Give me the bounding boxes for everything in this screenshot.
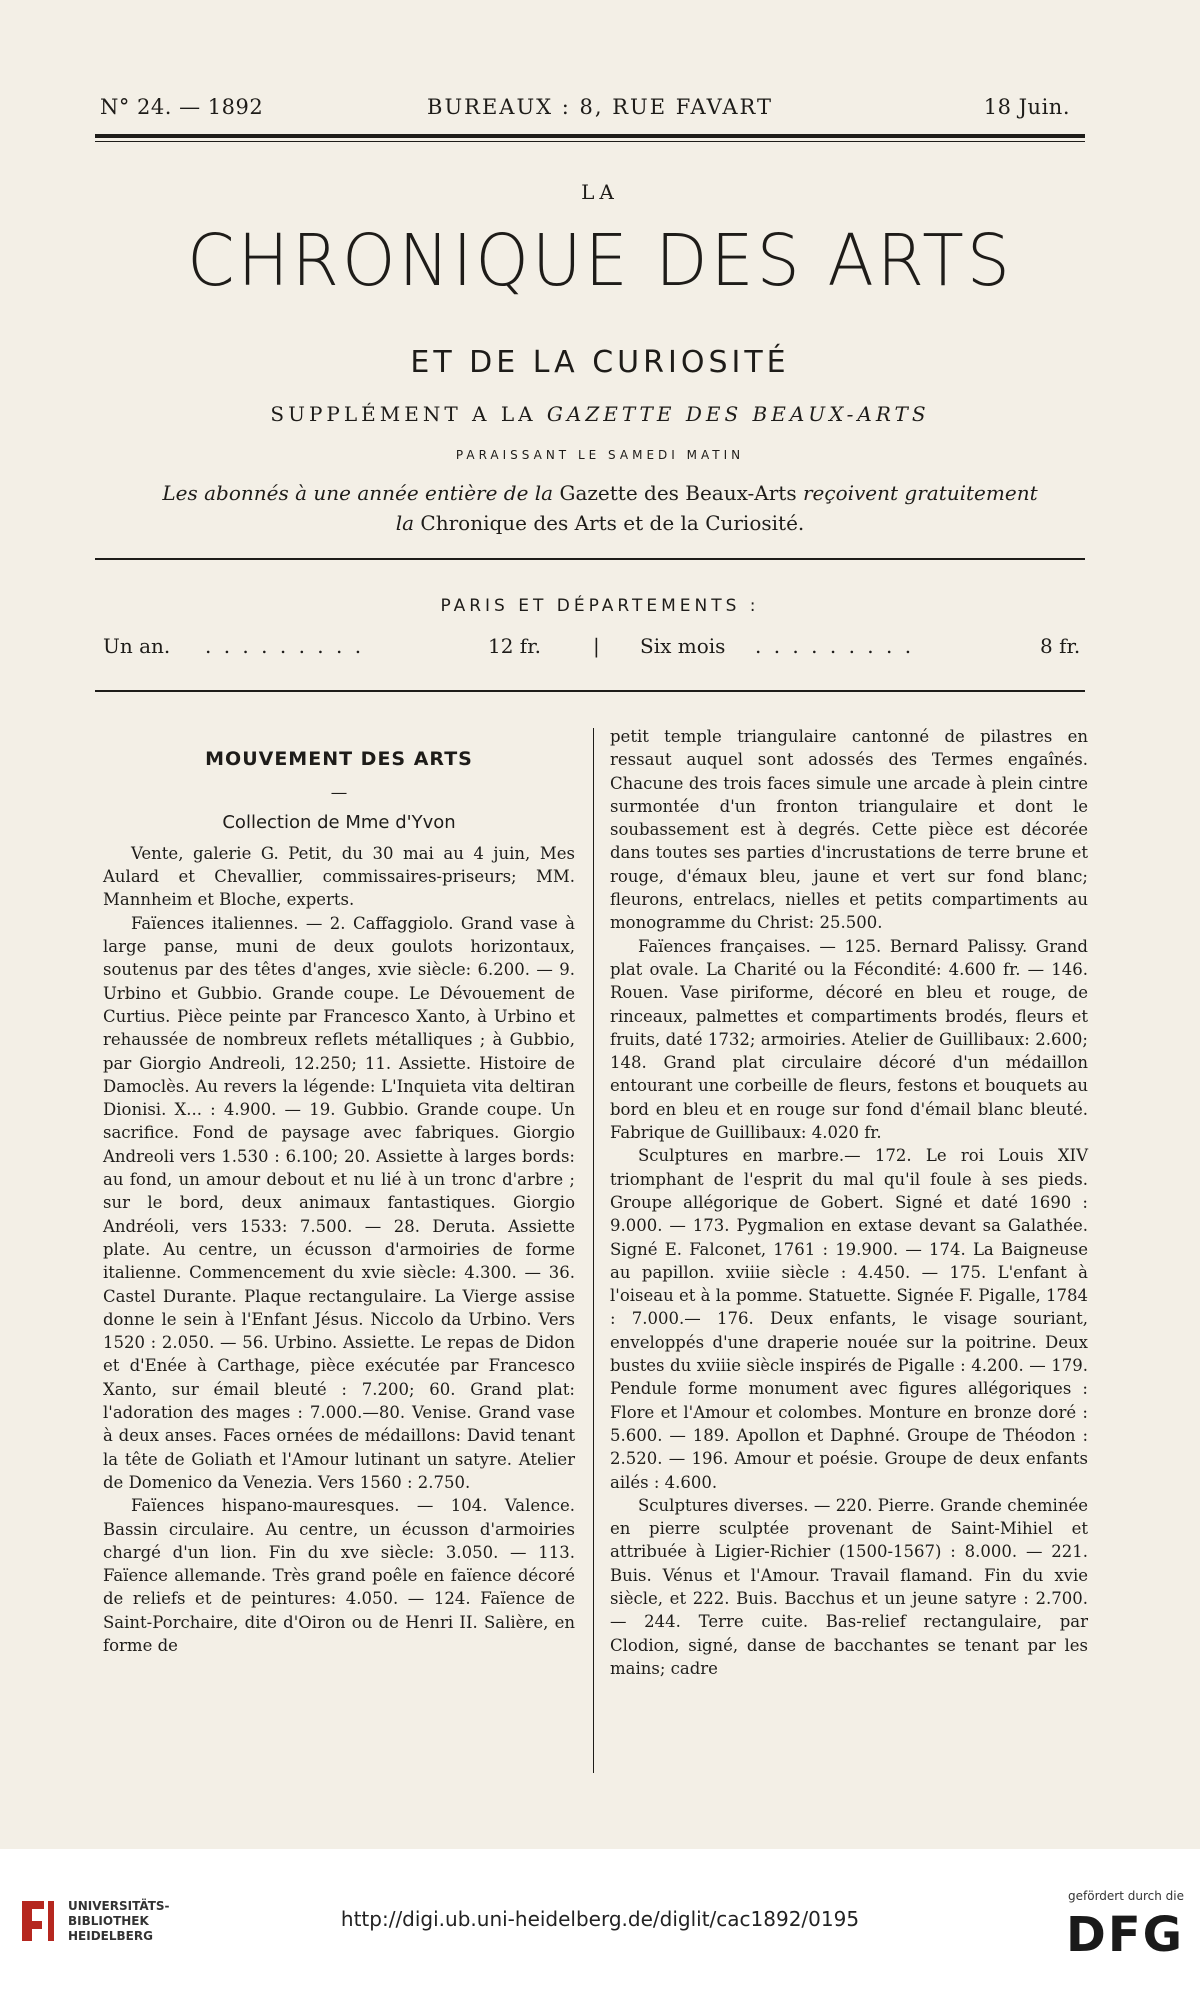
digitization-footer (0, 1849, 1200, 1997)
university-library-name: UNIVERSITÄTS- BIBLIOTHEK HEIDELBERG (68, 1899, 170, 1943)
italian-faience-paragraph: Faïences italiennes. — 2. Caffaggiolo. Grand vase à large panse, muni de deux goulots horizontaux, soutenus par des têtes d'anges, xvie siècle: 6.200. — 9. Urbino et Gubbio. Grande coupe. Le Dévouement de Curtius. Pièce peinte par Francesco Xanto, à Urbino et rehaussée de nombreux reflets métalliques ; à Gubbio, par Giorgio Andreoli, 12.250; 11. Assiette. Histoire de Damoclès. Au revers la légende: L'Inquieta vita deltiran Dionisi. X... : 4.900. — 19. Gubbio. Grande coupe. Un sacrifice. Fond de paysage avec fabriques. Giorgio Andreoli vers 1.530 : 6.100; 20. Assiette à larges bords: au fond, un amour debout et nu lié à un tronc d'arbre ; sur le bord, deux animaux fantastiques. Giorgio Andréoli, vers 1533: 7.500. — 28. Deruta. Assiette plate. Au centre, un écusson d'armoiries de forme italienne. Commencement du xvie siècle: 4.300. — 36. Castel Durante. Plaque rectangulaire. La Vierge assise donne le sein à l'Enfant Jésus. Niccolo da Urbino. Vers 1520 : 2.050. — 56. Urbino. Assiette. Le repas de Didon et d'Enée à Carthage, pièce exécutée par Francesco Xanto, sur émail bleuté : 7.200; 60. Grand plat: l'adoration des mages : 7.000.—80. Venise. Grand vase à deux anses. Faces ornées de médaillons: David tenant la tête de Goliath et l'Amour lutinant un satyre. Atelier de Domenico da Venezia. Vers 1560 : 2.750. (103, 913, 575, 1492)
section-heading: MOUVEMENT DES ARTS (205, 748, 473, 770)
price-year-label: Un an. (103, 634, 171, 658)
continued-paragraph: petit temple triangulaire cantonné de pilastres en ressaut auquel sont adossés des Termes engaînés. Chacune des trois faces simule une arcade à plein cintre surmontée d'un fronton triangulaire et dont le soubassement est à degrés. Cette pièce est décorée dans toutes ses parties d'incrustations de terre brune et rouge, d'émaux bleu, jaune et vert sur fond blanc; fleurons, entrelacs, nielles et petits compartiments au monogramme du Christ: 25.500. (610, 727, 1088, 933)
marble-sculpture-paragraph: Sculptures en marbre.— 172. Le roi Louis XIV triomphant de l'esprit du mal qu'il foule à ses pieds. Groupe allégorique de Gobert. Signé et daté 1690 : 9.000. — 173. Pygmalion en extase devant sa Galathée. Signé E. Falconet, 1761 : 19.900. — 174. La Baigneuse au papillon. xviiie siècle : 4.450. — 175. L'enfant à l'oiseau et à la pomme. Statuette. Signée F. Pigalle, 1784 : 7.000.— 176. Deux enfants, le visage souriant, enveloppés d'une draperie nouée sur la poitrine. Deux bustes du xviiie siècle inspirés de Pigalle : 4.200. — 179. Pendule forme monument avec figures allégoriques : Flore et l'Amour et colombes. Monture en bronze doré : 5.600. — 189. Apollon et Daphné. Groupe de Théodon : 2.520. — 196. Amour et poésie. Groupe de deux enfants ailés : 4.600. (610, 1146, 1088, 1492)
subscriber-note-line-2: la Chronique des Arts et de la Curiosité. (395, 511, 805, 535)
price-six-dots: . . . . . . . . . (755, 634, 915, 658)
funded-by-label: gefördert durch die (1068, 1889, 1184, 1903)
hispano-moresque-paragraph: Faïences hispano-mauresques. — 104. Valence. Bassin circulaire. Au centre, un écusson d'armoiries chargé d'un lion. Fin du xve siècle: 3.050. — 113. Faïence allemande. Très grand poêle en faïence décoré de reliefs et de peintures: 4.050. — 124. Faïence de Saint-Porchaire, dite d'Oiron ou de Henri II. Salière, en forme de (103, 1496, 575, 1655)
column-divider (593, 728, 594, 1773)
subscription-rule (95, 690, 1085, 692)
subscription-heading: PARIS ET DÉPARTEMENTS : (440, 596, 760, 616)
header-rule-thick (95, 134, 1085, 138)
various-sculpture-paragraph: Sculptures diverses. — 220. Pierre. Grande cheminée en pierre sculptée provenant de Saint-Mihiel et attribuée à Ligier-Richier (1500-1567) : 8.000. — 221. Buis. Vénus et l'Amour. Travail flamand. Fin du xvie siècle, et 222. Buis. Bacchus et un jeune satyre : 2.700. — 244. Terre cuite. Bas-relief rectangulaire, par Clodion, signé, danse de bacchantes se tenant par les mains; cadre (610, 1495, 1088, 1678)
price-six-label: Six mois (640, 634, 726, 658)
subscriber-note (0, 478, 1200, 538)
masthead-subtitle: ET DE LA CURIOSITÉ (410, 345, 790, 380)
title-rule (95, 558, 1085, 560)
price-six-value: 8 fr. (1040, 634, 1081, 658)
collection-heading: Collection de Mme d'Yvon (222, 811, 456, 833)
price-year-dots: . . . . . . . . . (205, 634, 365, 658)
right-column (610, 725, 1088, 1680)
issue-date: 18 Juin. (983, 95, 1070, 119)
publication-schedule: PARAISSANT LE SAMEDI MATIN (455, 448, 745, 462)
masthead-la: LA (581, 180, 619, 204)
header-rule-thin (95, 141, 1085, 142)
source-url[interactable]: http://digi.ub.uni-heidelberg.de/diglit/cac1892/0195 (340, 1907, 860, 1931)
sale-info-paragraph: Vente, galerie G. Petit, du 30 mai au 4 juin, Mes Aulard et Chevallier, commissaires-priseurs; MM. Mannheim et Bloche, experts. (103, 843, 575, 910)
french-faience-paragraph: Faïences françaises. — 125. Bernard Palissy. Grand plat ovale. La Charité ou la Fécondité: 4.600 fr. — 146. Rouen. Vase piriforme, décoré en bleu et rouge, de rinceaux, palmettes et compartiments brodés, fleurs et fruits, daté 1732; armoiries. Atelier de Guillibaux: 2.600; 148. Grand plat circulaire décoré d'un médaillon entourant une corbeille de fleurs, festons et bouquets au bord en bleu et en rouge sur fond d'émail blanc bleuté. Fabrique de Guillibaux: 4.020 fr. (610, 936, 1088, 1143)
supplement-journal: GAZETTE DES BEAUX-ARTS (546, 402, 930, 426)
masthead-title: CHRONIQUE DES ARTS (187, 220, 1013, 303)
supplement-line (0, 402, 1200, 426)
heading-dash: — (330, 783, 348, 803)
supplement-prefix: SUPPLÉMENT A LA (270, 402, 537, 426)
price-year-value: 12 fr. (488, 634, 541, 658)
left-column (103, 748, 575, 1657)
bureaux-address: BUREAUX : 8, RUE FAVART (427, 95, 773, 119)
dfg-logo: DFG (1065, 1907, 1184, 1963)
subscriber-note-line-1: Les abonnés à une année entière de la Gazette des Beaux-Arts reçoivent gratuitement (162, 481, 1038, 505)
issue-number: N° 24. — 1892 (100, 95, 264, 119)
price-separator: | (593, 634, 600, 658)
